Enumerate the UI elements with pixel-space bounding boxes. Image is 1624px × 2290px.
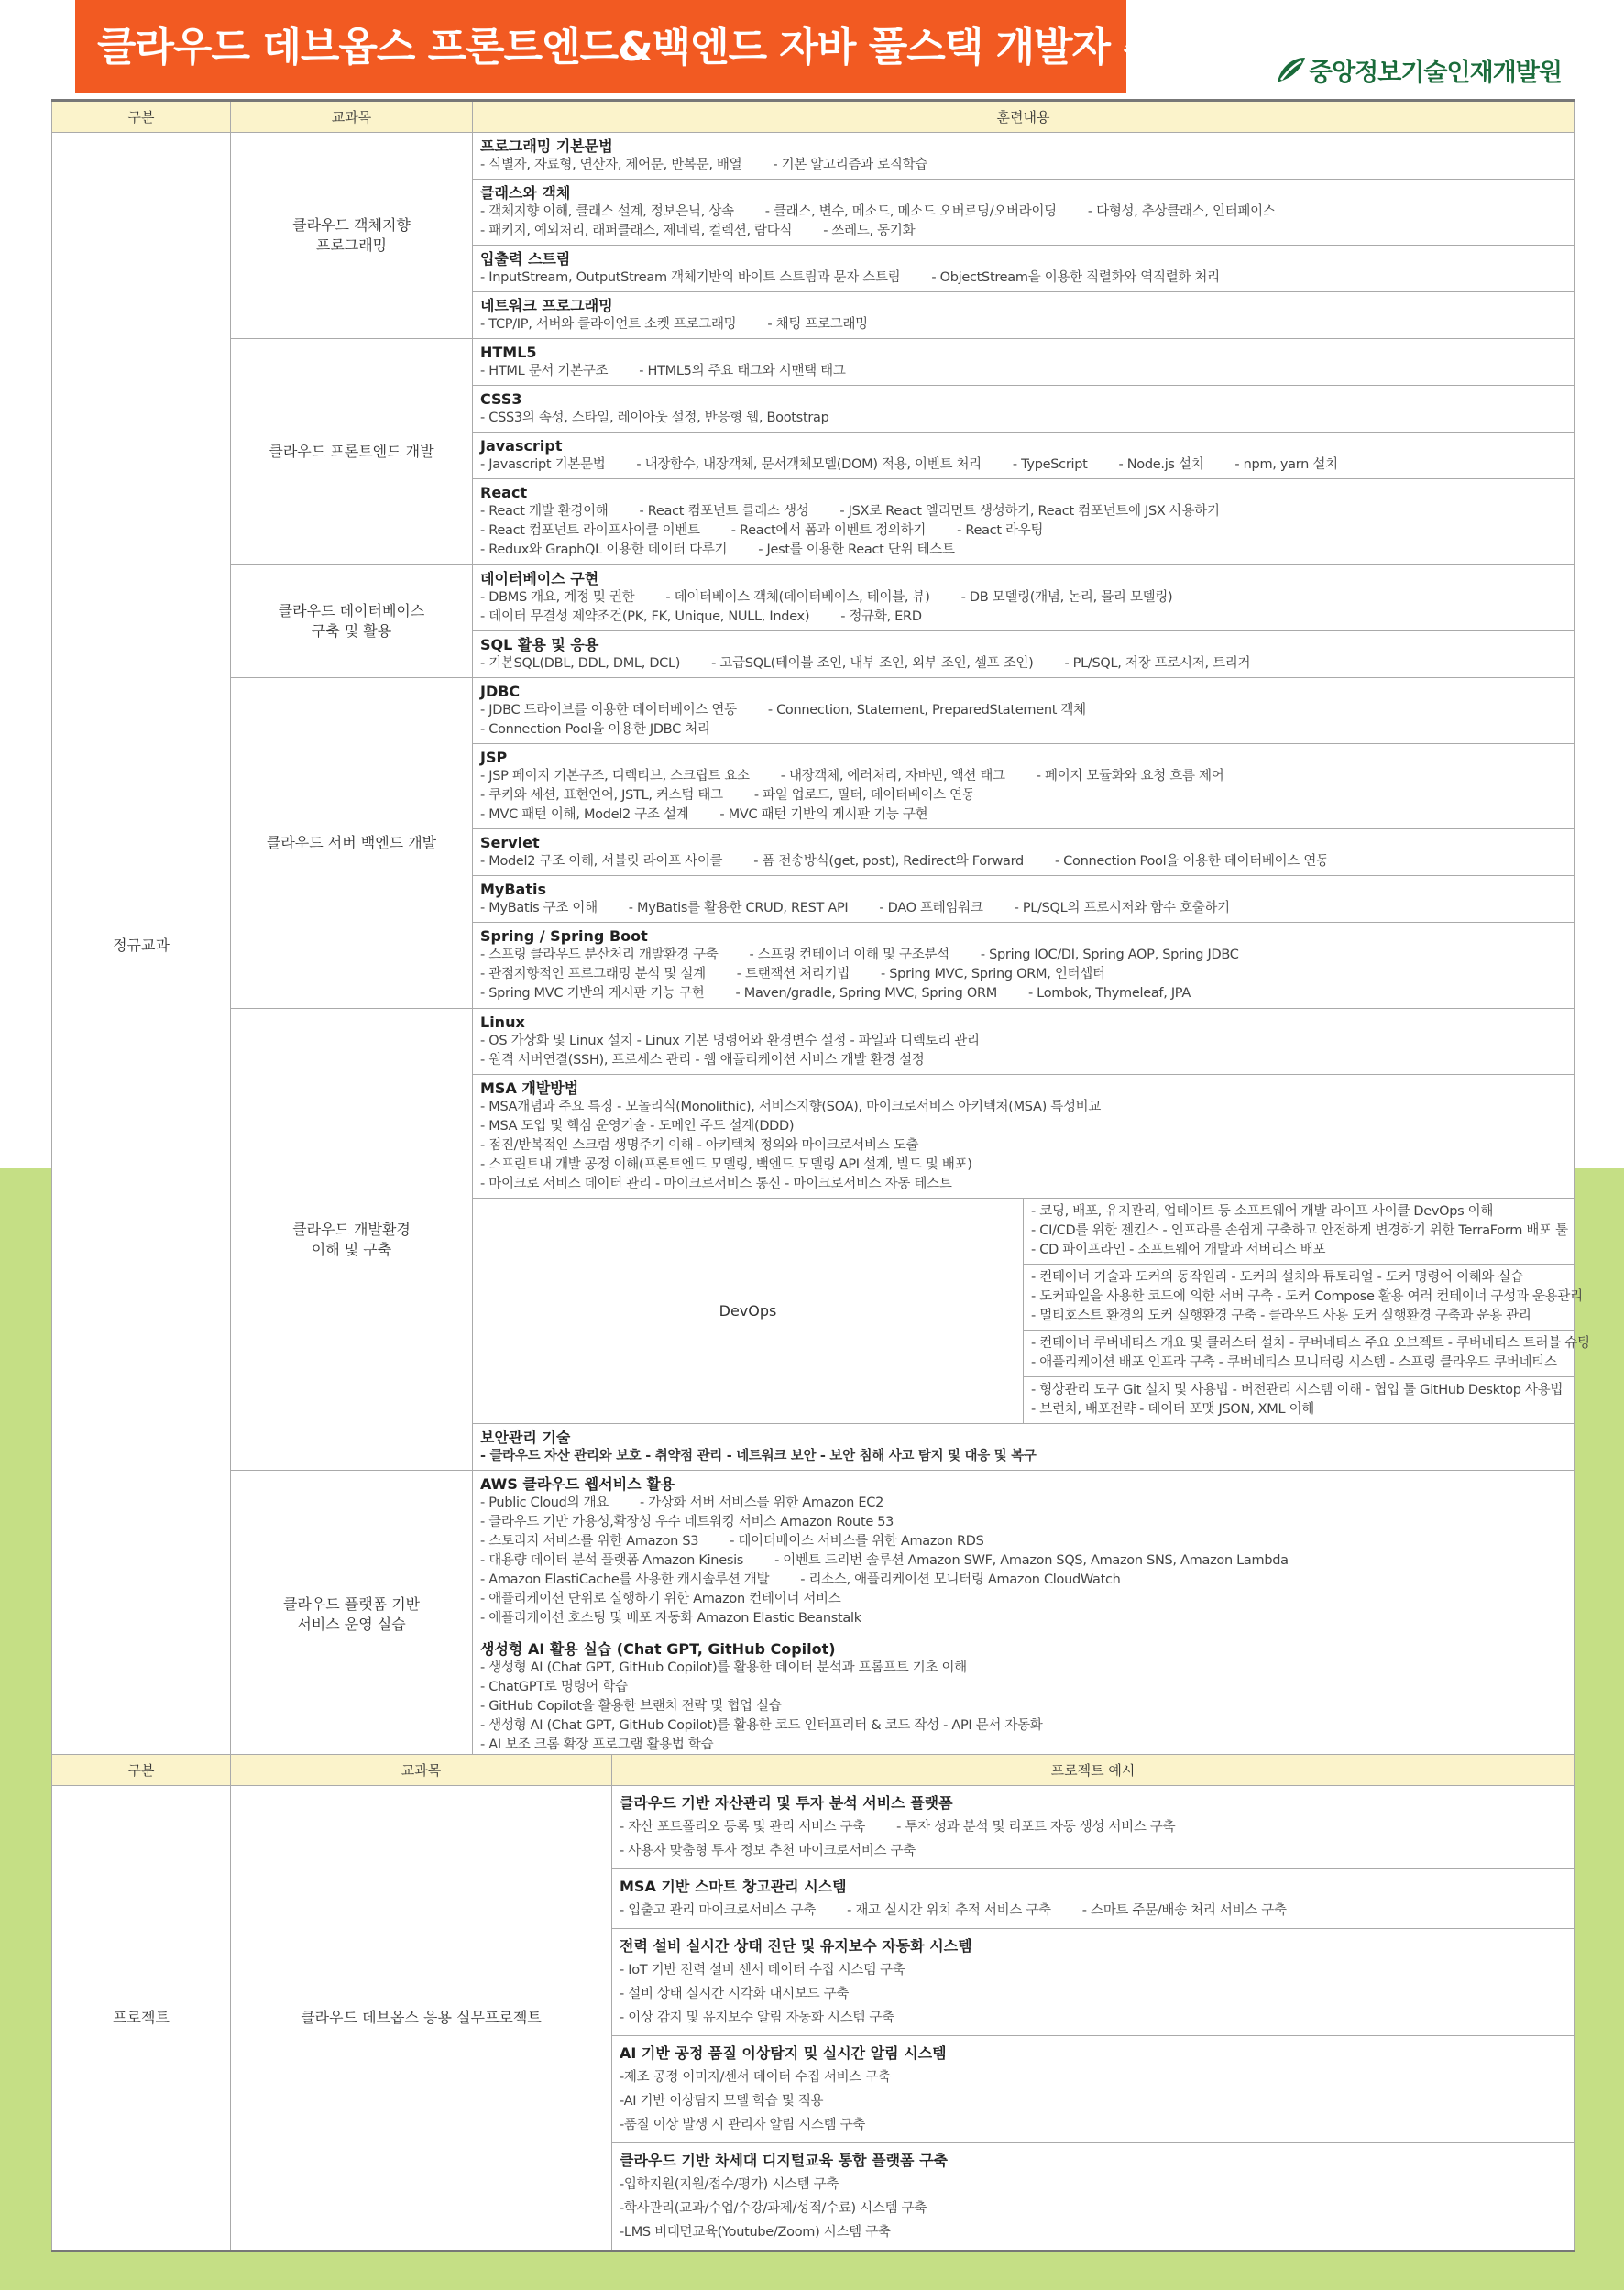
content-item: - 내장객체, 에러처리, 자바빈, 액션 태그 xyxy=(780,769,1005,783)
content-item: - OS 가상화 및 Linux 설치 - Linux 기본 명령어와 환경변수 설정 - 파일과 디렉토리 관리 xyxy=(480,1034,980,1048)
project-item xyxy=(612,2143,1574,2251)
content-line xyxy=(620,1982,1566,2006)
content-item: - 다형성, 추상클래스, 인터페이스 xyxy=(1087,204,1276,219)
content-line xyxy=(480,203,1566,222)
content-item: - HTML5의 주요 태그와 시맨택 태그 xyxy=(639,364,846,378)
content-line xyxy=(480,1571,1566,1590)
project-category: 프로젝트 xyxy=(52,1786,231,2252)
content-item: - 스프링 클라우드 분산처리 개발환경 구축 xyxy=(480,948,719,962)
content-item: - JSX로 React 엘리먼트 생성하기, React 컴포넌트에 JSX 사용하기 xyxy=(839,504,1220,519)
logo xyxy=(1274,51,1562,88)
content-item: - 설비 상태 실시간 시각화 대시보드 구축 xyxy=(620,1987,850,2001)
content-item: -입학지원(지원/접수/평가) 시스템 구축 xyxy=(620,2177,839,2192)
content-item: - 고급SQL(테이블 조인, 내부 조인, 외부 조인, 셀프 조인) xyxy=(711,656,1034,671)
content-line xyxy=(480,654,1566,674)
content-item: - 폼 전송방식(get, post), Redirect와 Forward xyxy=(753,854,1024,869)
content-item: - 투자 성과 분석 및 리포트 자동 생성 서비스 구축 xyxy=(896,1820,1176,1835)
content-item: - Lombok, Thymeleaf, JPA xyxy=(1027,986,1191,1001)
project-item xyxy=(612,1869,1574,1929)
env-msa xyxy=(473,1075,1574,1199)
content-item: - Connection Pool을 이용한 JDBC 처리 xyxy=(480,722,710,737)
content-item: - 리소스, 애플리케이션 모니터링 Amazon CloudWatch xyxy=(800,1572,1121,1587)
content-item: - 멀티호스트 환경의 도커 실행환경 구축 - 클라우드 사용 도커 실행환경 구축과 운용 관리 xyxy=(1031,1309,1531,1323)
subject-frontend: 클라우드 프론트엔드 개발 xyxy=(231,339,473,565)
content-item: - PL/SQL, 저장 프로시저, 트리거 xyxy=(1064,656,1251,671)
content-line xyxy=(480,1032,1566,1051)
block-title: 네트워크 프로그래밍 xyxy=(480,297,613,314)
content-item: - 쓰레드, 동기화 xyxy=(823,224,916,238)
topic-block xyxy=(473,339,1574,386)
content-item: - 내장함수, 내장객체, 문서객체모델(DOM) 적용, 이벤트 처리 xyxy=(636,457,982,472)
content-item: - React 라우팅 xyxy=(957,523,1044,538)
content-line xyxy=(620,1899,1566,1923)
content-line xyxy=(480,588,1566,608)
content-line xyxy=(620,2113,1566,2137)
content-item: - 애플리케이션 단위로 실행하기 위한 Amazon 컨테이너 서비스 xyxy=(480,1592,841,1606)
content-line xyxy=(1031,1353,1566,1373)
content-item: - 형상관리 도구 Git 설치 및 사용법 - 버전관리 시스템 이해 - 협업 툴 GitHub Desktop 사용법 xyxy=(1031,1383,1564,1397)
content-item: -학사관리(교과/수업/수강/과제/성적/수료) 시스템 구축 xyxy=(620,2201,927,2216)
content-line xyxy=(480,899,1566,918)
content-line xyxy=(480,1513,1566,1532)
content-item: - Maven/gradle, Spring MVC, Spring ORM xyxy=(735,986,997,1001)
header-content: 훈련내용 xyxy=(473,101,1575,133)
content-item: - 식별자, 자료형, 연산자, 제어문, 반복문, 배열 xyxy=(480,158,742,172)
content-env xyxy=(473,1009,1590,1471)
content-item: - 페이지 모듈화와 요청 흐름 제어 xyxy=(1036,769,1224,783)
content-line xyxy=(620,2089,1566,2113)
content-item: - React에서 폼과 이벤트 정의하기 xyxy=(730,523,927,538)
topic-block xyxy=(473,180,1574,246)
block-title: 클라우드 기반 자산관리 및 투자 분석 서비스 플랫폼 xyxy=(620,1794,953,1812)
block-title: SQL 활용 및 응용 xyxy=(480,636,599,653)
content-line xyxy=(620,1839,1566,1863)
content-item: - 자산 포트폴리오 등록 및 관리 서비스 구축 xyxy=(620,1820,866,1835)
block-title: React xyxy=(480,484,528,501)
content-item: - 객체지향 이해, 클래스 설계, 정보은닉, 상속 xyxy=(480,204,734,219)
content-db xyxy=(473,565,1575,678)
content-line xyxy=(480,156,1566,175)
content-item: - GitHub Copilot을 활용한 브랜치 전략 및 협업 실습 xyxy=(480,1699,782,1714)
content-item: -LMS 비대면교육(Youtube/Zoom) 시스템 구축 xyxy=(620,2225,891,2240)
content-item: - 트랜잭션 처리기법 xyxy=(736,967,850,981)
content-item: - 생성형 AI (Chat GPT, GitHub Copilot)를 활용한 데이터 분석과 프롬프트 기초 이해 xyxy=(480,1660,967,1675)
leaf-logo-icon xyxy=(1274,54,1309,85)
block-title: Javascript xyxy=(480,437,563,455)
content-line xyxy=(480,268,1566,288)
content-line xyxy=(480,805,1566,825)
block-title: HTML5 xyxy=(480,344,537,361)
content-item: - MSA 도입 및 핵심 운영기술 - 도메인 주도 설계(DDD) xyxy=(480,1119,795,1134)
content-item: - JSP 페이지 기본구조, 디렉티브, 스크립트 요소 xyxy=(480,769,750,783)
content-item: - Javascript 기본문법 xyxy=(480,457,606,472)
content-line xyxy=(480,1716,1566,1736)
project-item xyxy=(612,2036,1574,2143)
block-title: CSS3 xyxy=(480,390,522,408)
curriculum-table xyxy=(51,99,1590,1761)
subject-backend: 클라우드 서버 백엔드 개발 xyxy=(231,678,473,1009)
header-category: 구분 xyxy=(52,101,231,133)
project-sheet xyxy=(51,1754,1574,2251)
content-item: - MSA개념과 주요 특징 - 모놀리식(Monolithic), 서비스지향(SOA), 마이크로서비스 아키텍처(MSA) 특성비교 xyxy=(480,1100,1102,1114)
content-line xyxy=(480,1532,1566,1551)
topic-block xyxy=(473,246,1574,292)
project-item xyxy=(612,1786,1574,1869)
content-line xyxy=(480,1098,1566,1117)
content-item: - MyBatis 구조 이해 xyxy=(480,901,598,915)
content-item: - 스토리지 서비스를 위한 Amazon S3 xyxy=(480,1534,699,1549)
content-line xyxy=(480,1551,1566,1571)
content-item: - HTML 문서 기본구조 xyxy=(480,364,609,378)
content-line xyxy=(620,2065,1566,2089)
content-line xyxy=(480,455,1566,475)
project-header-category: 구분 xyxy=(52,1755,231,1786)
content-item: - 이벤트 드리번 솔루션 Amazon SWF, Amazon SQS, Amazon SNS, Amazon Lambda xyxy=(774,1553,1289,1568)
content-item: - 생성형 AI (Chat GPT, GitHub Copilot)를 활용한 코드 인터프리터 & 코드 작성 - API 문서 자동화 xyxy=(480,1718,1043,1733)
content-backend xyxy=(473,678,1575,1009)
content-oop xyxy=(473,133,1575,339)
content-item: - React 컴포넌트 라이프사이클 이벤트 xyxy=(480,523,700,538)
content-line xyxy=(480,608,1566,627)
block-title: JDBC xyxy=(480,683,521,700)
content-line xyxy=(620,2220,1566,2244)
content-line xyxy=(1031,1381,1566,1400)
content-line xyxy=(480,1156,1566,1175)
background-green-bottom xyxy=(0,2251,1624,2290)
content-item: - DB 모델링(개념, 논리, 물리 모델링) xyxy=(960,590,1173,605)
content-line xyxy=(480,720,1566,740)
content-item: - 정규화, ERD xyxy=(840,609,922,624)
content-item: - TCP/IP, 서버와 클라이언트 소켓 프로그래밍 xyxy=(480,317,737,332)
content-line xyxy=(1031,1307,1566,1326)
block-title: 프로그래밍 기본문법 xyxy=(480,137,613,155)
content-item: - 기본 알고리즘과 로직학습 xyxy=(773,158,927,172)
topic-block xyxy=(473,565,1574,631)
content-item: - 사용자 맞춤형 투자 정보 추천 마이크로서비스 구축 xyxy=(620,1844,916,1858)
subject-env: 클라우드 개발환경 이해 및 구축 xyxy=(231,1009,473,1471)
content-line xyxy=(480,1051,1566,1070)
content-item: - React 컴포넌트 클래스 생성 xyxy=(639,504,809,519)
content-item: - 패키지, 예외처리, 래퍼클래스, 제네릭, 컬렉션, 람다식 xyxy=(480,224,793,238)
block-title: MSA 개발방법 xyxy=(480,1079,579,1097)
content-item: - 점진/반복적인 스크럼 생명주기 이해 - 아키텍처 정의와 마이크로서비스 도출 xyxy=(480,1138,919,1153)
content-item: - AI 보조 크롬 확장 프로그램 활용법 학습 xyxy=(480,1737,714,1752)
content-line xyxy=(620,2197,1566,2220)
content-item: - CD 파이프라인 - 소프트웨어 개발과 서버리스 배포 xyxy=(1031,1243,1326,1257)
content-item: - 도커파일을 사용한 코드에 의한 서버 구축 - 도커 Compose 활용 여러 컨테이너 구성과 운용관리 xyxy=(1031,1289,1583,1304)
content-item: - Node.js 설치 xyxy=(1118,457,1204,472)
header-subject: 교과목 xyxy=(231,101,473,133)
content-item: - ChatGPT로 명령어 학습 xyxy=(480,1680,628,1694)
content-line xyxy=(480,222,1566,241)
content-item: - 클라우드 기반 가용성,확장성 우수 네트워킹 서비스 Amazon Route 53 xyxy=(480,1515,894,1529)
content-item: - JDBC 드라이브를 이용한 데이터베이스 연동 xyxy=(480,703,737,718)
content-item: - CI/CD를 위한 젠킨스 - 인프라를 손쉽게 구축하고 안전하게 변경하기 위한 TerraForm 배포 툴 xyxy=(1031,1223,1568,1238)
content-item: - 기본SQL(DBL, DDL, DML, DCL) xyxy=(480,656,681,671)
topic-block xyxy=(473,1471,1574,1632)
content-line xyxy=(480,1697,1566,1716)
content-item: - ObjectStream을 이용한 직렬화와 역직렬화 처리 xyxy=(931,270,1220,285)
content-line xyxy=(620,2173,1566,2197)
content-item: - 스마트 주문/배송 처리 서비스 구축 xyxy=(1081,1903,1287,1918)
content-item: - 클라우드 자산 관리와 보호 - 취약점 관리 - 네트워크 보안 - 보안 침해 사고 탐지 및 대응 및 복구 xyxy=(480,1449,1037,1463)
content-item: - 데이터베이스 객체(데이터베이스, 테이블, 뷰) xyxy=(665,590,930,605)
content-item: -AI 기반 이상탐지 모델 학습 및 적용 xyxy=(620,2094,824,2109)
content-line xyxy=(1031,1287,1583,1307)
env-security xyxy=(473,1424,1574,1471)
content-line xyxy=(480,1590,1566,1609)
content-item: - InputStream, OutputStream 객체기반의 바이트 스트림과 문자 스트림 xyxy=(480,270,901,285)
project-examples xyxy=(612,1786,1575,2252)
content-line xyxy=(480,1175,1566,1194)
content-item: - 재고 실시간 위치 추적 서비스 구축 xyxy=(847,1903,1051,1918)
content-line xyxy=(480,946,1566,965)
block-title: MSA 기반 스마트 창고관리 시스템 xyxy=(620,1878,847,1895)
content-line xyxy=(480,767,1566,786)
block-title: MyBatis xyxy=(480,881,546,898)
content-line xyxy=(480,1136,1566,1156)
content-item: - 파일 업로드, 필터, 데이터베이스 연동 xyxy=(753,788,975,803)
devops-label: DevOps xyxy=(473,1199,1024,1424)
block-title: JSP xyxy=(480,749,508,766)
content-line xyxy=(480,1117,1566,1136)
project-subject: 클라우드 데브옵스 응용 실무프로젝트 xyxy=(231,1786,612,2252)
env-inner-table xyxy=(473,1009,1590,1470)
content-line xyxy=(1031,1241,1566,1260)
content-frontend xyxy=(473,339,1575,565)
content-line xyxy=(620,1815,1566,1839)
content-item: - Jest를 이용한 React 단위 테스트 xyxy=(758,542,955,557)
subject-platform: 클라우드 플랫폼 기반 서비스 운영 실습 xyxy=(231,1471,473,1760)
topic-block xyxy=(473,386,1574,433)
content-item: - 이상 감지 및 유지보수 알림 자동화 시스템 구축 xyxy=(620,2011,894,2025)
content-item: - Amazon ElastiCache를 사용한 캐시솔루션 개발 xyxy=(480,1572,770,1587)
block-title: 생성형 AI 활용 실습 (Chat GPT, GitHub Copilot) xyxy=(480,1640,836,1658)
block-title: 전력 설비 실시간 상태 진단 및 유지보수 자동화 시스템 xyxy=(620,1937,972,1955)
content-item: - Spring MVC 기반의 게시판 기능 구현 xyxy=(480,986,705,1001)
content-line xyxy=(620,1958,1566,1982)
devops-block-1 xyxy=(1024,1199,1575,1265)
content-line xyxy=(480,852,1566,871)
content-item: - 채팅 프로그래밍 xyxy=(767,317,868,332)
content-line xyxy=(1031,1400,1566,1419)
topic-block xyxy=(473,744,1574,829)
content-item: - 코딩, 배포, 유지관리, 업데이트 등 소프트웨어 개발 라이프 사이클 DevOps 이해 xyxy=(1031,1204,1494,1219)
content-line xyxy=(480,701,1566,720)
project-header-subject: 교과목 xyxy=(231,1755,612,1786)
content-line xyxy=(480,1736,1566,1755)
category-regular: 정규교과 xyxy=(52,133,231,1760)
topic-block xyxy=(473,433,1574,479)
topic-block xyxy=(473,1632,1574,1759)
content-line xyxy=(480,1447,1566,1466)
env-linux xyxy=(473,1009,1574,1075)
page-title: 클라우드 데브옵스 프론트엔드&백엔드 자바 풀스택 개발자 취업캠프 xyxy=(75,0,1126,93)
content-item: - Connection Pool을 이용한 데이터베이스 연동 xyxy=(1054,854,1329,869)
topic-block xyxy=(473,829,1574,876)
content-item: - MVC 패턴 이해, Model2 구조 설계 xyxy=(480,807,689,822)
content-item: - 컨테이너 쿠버네티스 개요 및 클러스터 설치 - 쿠버네티스 주요 오브젝트 - 쿠버네티스 트러블 슈팅 xyxy=(1031,1336,1590,1351)
content-item: - Spring MVC, Spring ORM, 인터셉터 xyxy=(881,967,1105,981)
content-item: - Model2 구조 이해, 서블릿 라이프 사이클 xyxy=(480,854,723,869)
content-item: - TypeScript xyxy=(1012,457,1088,472)
content-item: - MVC 패턴 기반의 게시판 기능 구현 xyxy=(719,807,928,822)
content-item: - React 개발 환경이해 xyxy=(480,504,609,519)
block-title: 데이터베이스 구현 xyxy=(480,570,599,587)
block-title: Servlet xyxy=(480,834,540,851)
subject-oop: 클라우드 객체지향 프로그래밍 xyxy=(231,133,473,339)
project-header-examples: 프로젝트 예시 xyxy=(612,1755,1575,1786)
topic-block xyxy=(473,292,1574,338)
topic-block xyxy=(473,876,1574,923)
topic-block xyxy=(473,479,1574,564)
content-line xyxy=(620,2006,1566,2030)
content-item: - DBMS 개요, 계정 및 권한 xyxy=(480,590,635,605)
content-item: -제조 공정 이미지/센서 데이터 수집 서비스 구축 xyxy=(620,2070,891,2085)
content-line xyxy=(480,315,1566,334)
devops-block-3 xyxy=(1024,1331,1590,1377)
content-line xyxy=(480,502,1566,521)
logo-text: 중앙정보기술인재개발원 xyxy=(1309,58,1562,87)
content-item: - 대용량 데이터 분석 플랫폼 Amazon Kinesis xyxy=(480,1553,744,1568)
content-line xyxy=(480,965,1566,984)
content-line xyxy=(480,541,1566,560)
content-item: - MyBatis를 활용한 CRUD, REST API xyxy=(628,901,849,915)
topic-block xyxy=(473,923,1574,1007)
content-line xyxy=(1031,1334,1590,1353)
topic-block xyxy=(473,133,1574,180)
project-item xyxy=(612,1929,1574,2036)
block-title: 클라우드 기반 차세대 디지털교육 통합 플랫폼 구축 xyxy=(620,2152,948,2169)
content-item: - 쿠키와 세션, 표현언어, JSTL, 커스텀 태그 xyxy=(480,788,723,803)
content-item: - 브런치, 배포전략 - 데이터 포맷 JSON, XML 이해 xyxy=(1031,1402,1315,1417)
content-item: - PL/SQL의 프로시저와 함수 호출하기 xyxy=(1014,901,1230,915)
block-title: Spring / Spring Boot xyxy=(480,927,648,945)
content-item: - 애플리케이션 호스팅 및 배포 자동화 Amazon Elastic Beanstalk xyxy=(480,1611,861,1626)
topic-block xyxy=(473,678,1574,744)
content-item: - npm, yarn 설치 xyxy=(1234,457,1338,472)
content-item: - 컨테이너 기술과 도커의 동작원리 - 도커의 설치와 튜토리얼 - 도커 명령어 이해와 실습 xyxy=(1031,1270,1523,1285)
content-item: - 스프링 컨테이너 이해 및 구조분석 xyxy=(749,948,949,962)
content-item: - IoT 기반 전력 설비 센서 데이터 수집 시스템 구축 xyxy=(620,1963,905,1978)
content-item: - 스프린트내 개발 공정 이해(프론트엔드 모델링, 백엔드 모델링 API 설계, 빌드 및 배포) xyxy=(480,1157,972,1172)
content-line xyxy=(480,362,1566,381)
content-item: - 클래스, 변수, 메소드, 메소드 오버로딩/오버라이딩 xyxy=(764,204,1057,219)
content-platform xyxy=(473,1471,1575,1760)
content-line xyxy=(1031,1268,1566,1287)
content-line xyxy=(480,1659,1566,1678)
content-item: - 관점지향적인 프로그래밍 분석 및 설계 xyxy=(480,967,706,981)
block-title: AI 기반 공정 품질 이상탐지 및 실시간 알림 시스템 xyxy=(620,2044,947,2062)
content-item: - Spring IOC/DI, Spring AOP, Spring JDBC xyxy=(980,948,1239,962)
content-line xyxy=(480,521,1566,541)
content-line xyxy=(1031,1202,1566,1222)
content-item: - 애플리케이션 배포 인프라 구축 - 쿠버네티스 모니터링 시스템 - 스프링 클라우드 쿠버네티스 xyxy=(1031,1355,1557,1370)
block-title: 클래스와 객체 xyxy=(480,184,571,202)
block-title: 입출력 스트림 xyxy=(480,250,571,268)
content-item: - Redux와 GraphQL 이용한 데이터 다루기 xyxy=(480,542,728,557)
project-examples-list xyxy=(612,1786,1574,2250)
content-item: - 데이터베이스 서비스를 위한 Amazon RDS xyxy=(730,1534,984,1549)
content-line xyxy=(480,409,1566,428)
content-item: - Connection, Statement, PreparedStatement 객체 xyxy=(767,703,1086,718)
content-item: -품질 이상 발생 시 관리자 알림 시스템 구축 xyxy=(620,2118,866,2132)
content-item: - CSS3의 속성, 스타일, 레이아웃 설정, 반응형 웹, Bootstrap xyxy=(480,411,829,425)
content-line xyxy=(480,984,1566,1003)
devops-block-2 xyxy=(1024,1265,1583,1331)
content-line xyxy=(1031,1222,1566,1241)
content-line xyxy=(480,1609,1566,1628)
content-line xyxy=(480,1494,1566,1513)
block-title: Linux xyxy=(480,1014,525,1031)
content-item: - 가상화 서버 서비스를 위한 Amazon EC2 xyxy=(640,1496,883,1510)
block-title: 보안관리 기술 xyxy=(480,1429,571,1446)
content-item: - DAO 프레임워크 xyxy=(879,901,983,915)
block-title: AWS 클라우드 웹서비스 활용 xyxy=(480,1475,675,1493)
content-item: - 입출고 관리 마이크로서비스 구축 xyxy=(620,1903,817,1918)
devops-block-4 xyxy=(1024,1377,1575,1424)
content-line xyxy=(480,1678,1566,1697)
content-line xyxy=(480,786,1566,805)
curriculum-sheet xyxy=(51,99,1590,1754)
content-item: - 마이크로 서비스 데이터 관리 - 마이크로서비스 통신 - 마이크로서비스 자동 테스트 xyxy=(480,1177,952,1191)
content-item: - 원격 서버연결(SSH), 프로세스 관리 - 웹 애플리케이션 서비스 개발 환경 설정 xyxy=(480,1053,925,1068)
content-item: - 데이터 무결성 제약조건(PK, FK, Unique, NULL, Index) xyxy=(480,609,810,624)
project-table xyxy=(51,1754,1575,2252)
content-item: - Public Cloud의 개요 xyxy=(480,1496,609,1510)
subject-db: 클라우드 데이터베이스 구축 및 활용 xyxy=(231,565,473,678)
topic-block xyxy=(473,631,1574,677)
